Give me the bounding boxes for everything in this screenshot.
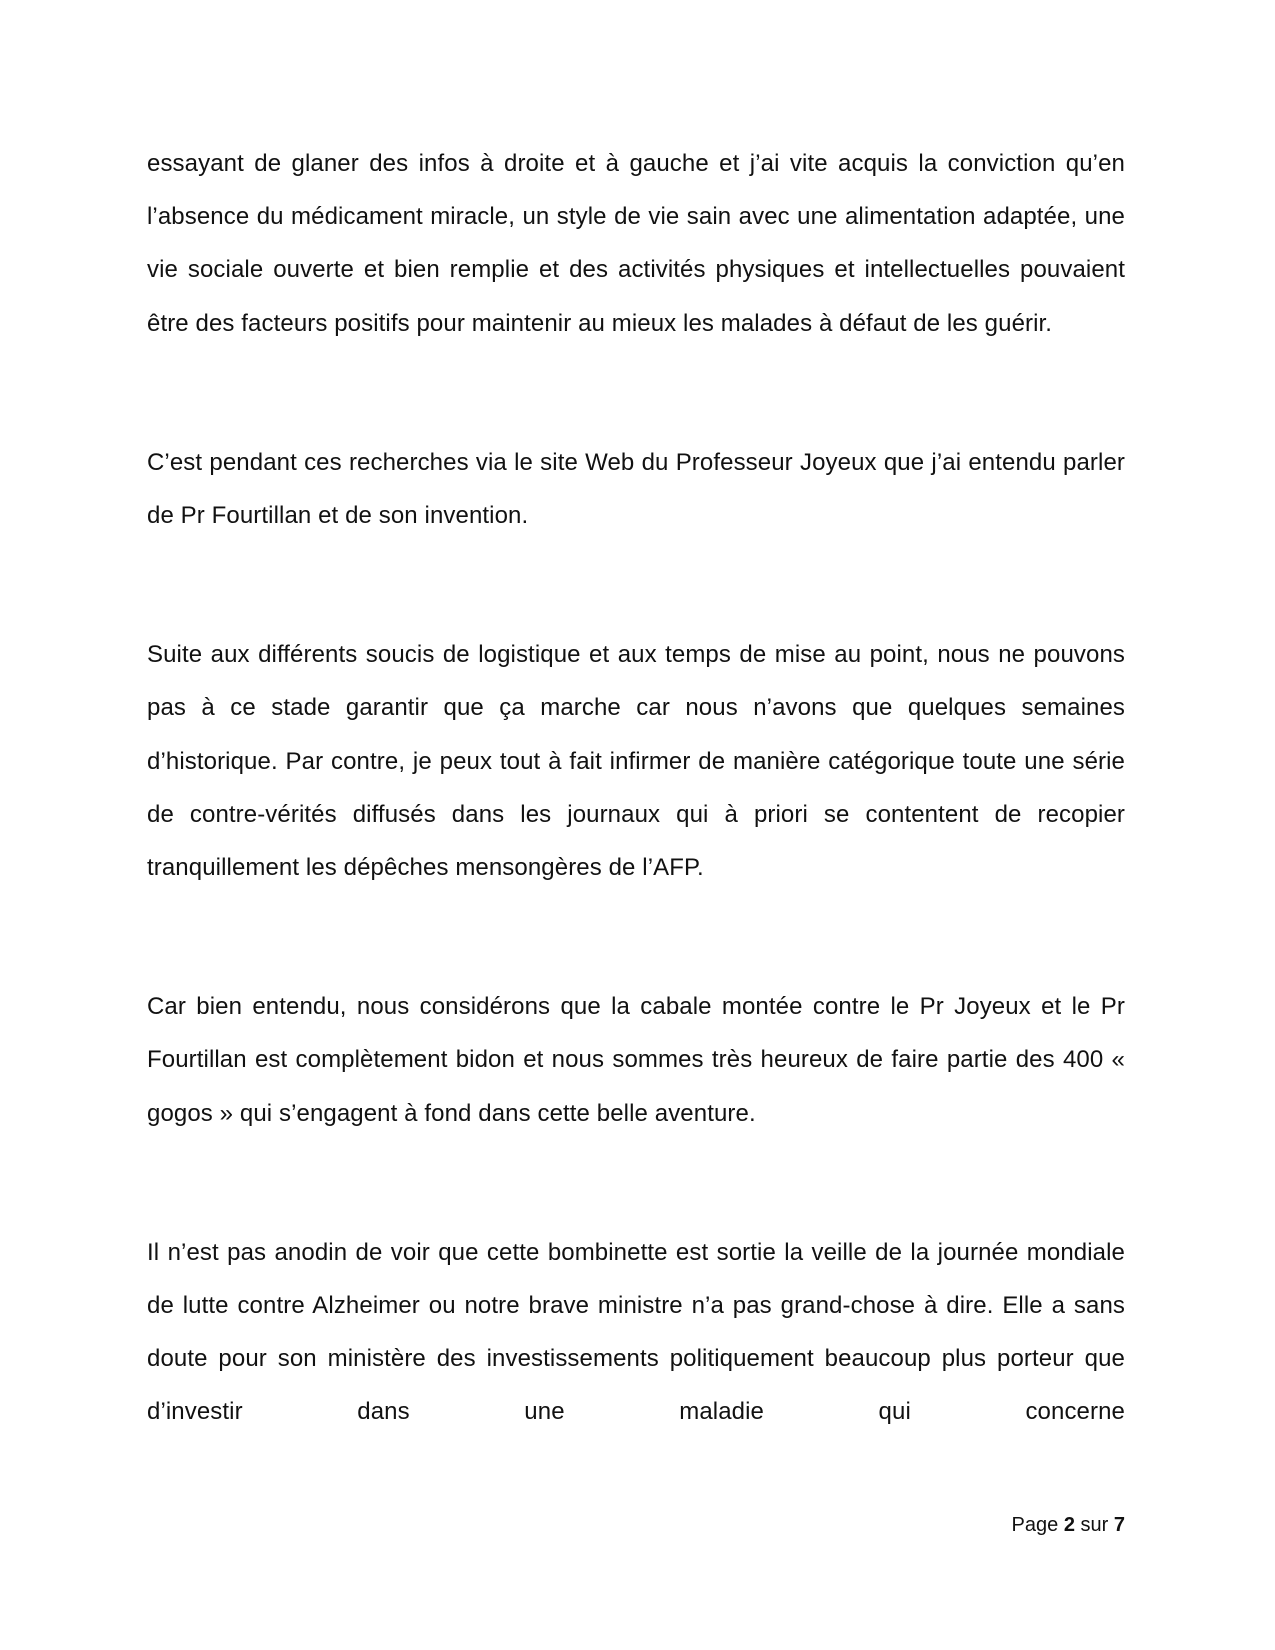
paragraph-4: Car bien entendu, nous considérons que la cabale montée contre le Pr Joyeux et le Pr Fourtillan est complètement bidon et nous sommes très heureux de faire partie des 400 « gogos » qui s’engagent à fond dans cette belle aventure. — [147, 993, 1125, 1127]
paragraph-1: essayant de glaner des infos à droite et à gauche et j’ai vite acquis la conviction qu’en l’absence du médicament miracle, un style de vie sain avec une alimentation adaptée, une vie sociale ouverte et bien remplie et des activités physiques et intellectuelles pouvaient être des facteurs positifs pour maintenir au mieux les malades à défaut de les guérir. — [147, 150, 1125, 337]
document-body — [147, 137, 1125, 1439]
paragraph-5: Il n’est pas anodin de voir que cette bombinette est sortie la veille de la journée mondiale de lutte contre Alzheimer ou notre brave ministre n’a pas grand-chose à dire. Elle a sans doute pour son ministère des investissements politiquement beaucoup plus porteur que d’investir dans une maladie qui concerne — [147, 1238, 1125, 1426]
page-number: 2 — [1063, 1514, 1075, 1536]
paragraph-2: C’est pendant ces recherches via le site Web du Professeur Joyeux que j’ai entendu parler de Pr Fourtillan et de son invention. — [147, 448, 1125, 530]
paragraph-3: Suite aux différents soucis de logistique et aux temps de mise au point, nous ne pouvons pas à ce stade garantir que ça marche car nous n’avons que quelques semaines d’historique. Par contre, je peux tout à fait infirmer de manière catégorique toute une série de contre-vérités diffusés dans les journaux qui à priori se contentent de recopier tranquillement les dépêches mensongères de l’AFP. — [147, 641, 1125, 882]
page-footer — [1012, 1514, 1125, 1537]
of-label: sur — [1080, 1514, 1109, 1536]
page-label: Page — [1011, 1514, 1059, 1536]
total-pages: 7 — [1113, 1514, 1125, 1536]
